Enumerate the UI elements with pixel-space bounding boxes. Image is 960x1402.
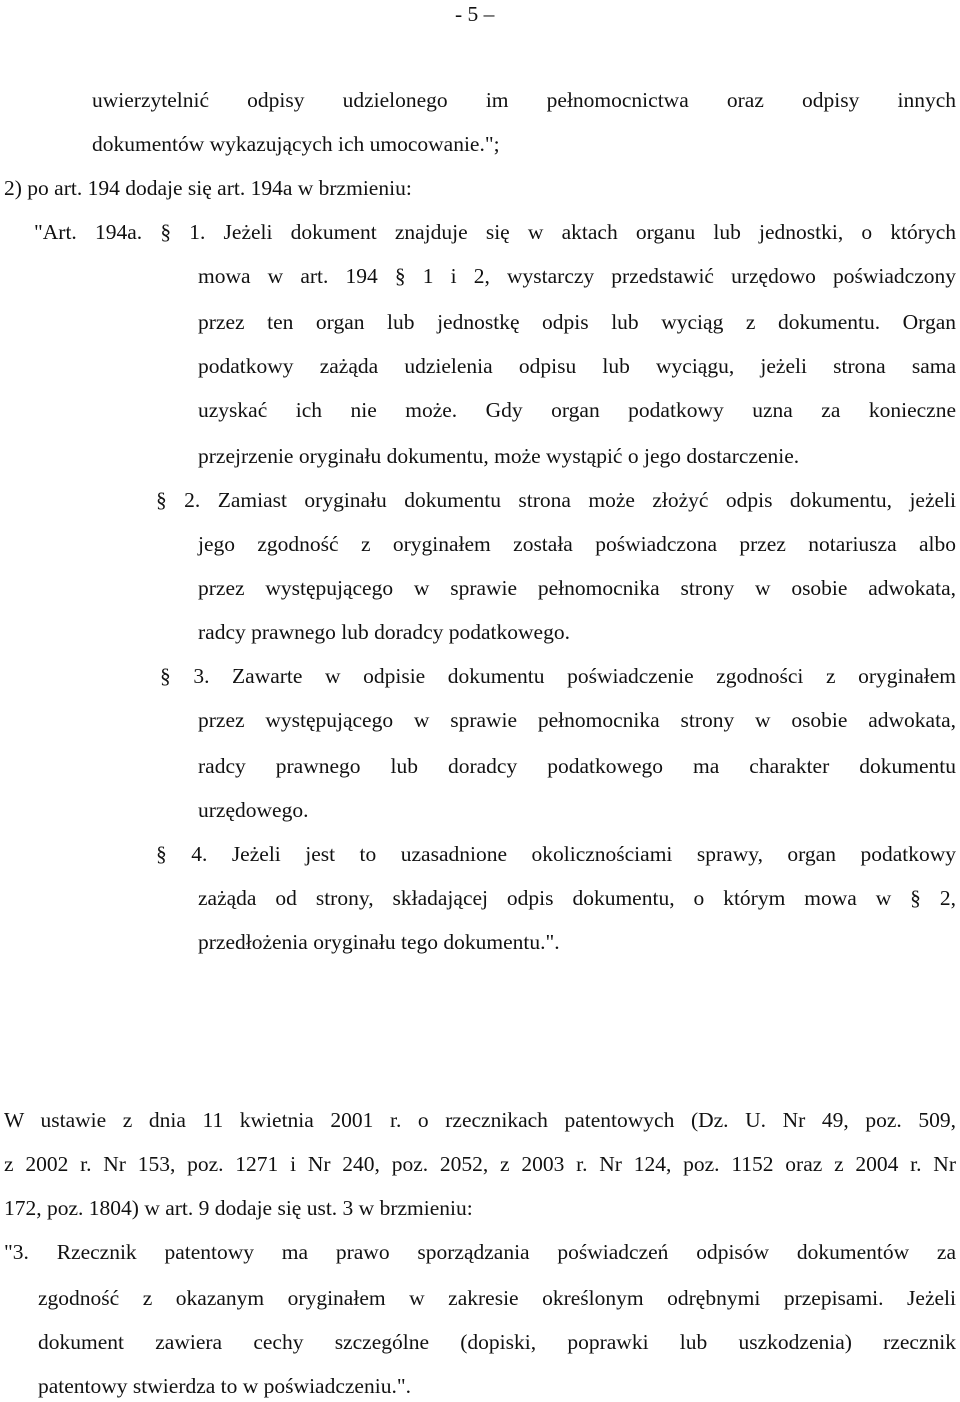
text-line: W ustawie z dnia 11 kwietnia 2001 r. o rzecznikach patentowych (Dz. U. Nr 49, poz. 509, xyxy=(4,1108,956,1132)
page-number: - 5 – xyxy=(455,2,495,26)
text-line: "Art. 194a. § 1. Jeżeli dokument znajduje się w aktach organu lub jednostki, o których xyxy=(34,220,956,244)
text-line: zgodność z okazanym oryginałem w zakresie określonym odrębnymi przepisami. Jeżeli xyxy=(38,1286,956,1310)
text-line: dokument zawiera cechy szczególne (dopiski, poprawki lub uszkodzenia) rzecznik xyxy=(38,1330,956,1354)
text-line: przez ten organ lub jednostkę odpis lub wyciąg z dokumentu. Organ xyxy=(198,310,956,334)
text-line: przejrzenie oryginału dokumentu, może wystąpić o jego dostarczenie. xyxy=(198,444,800,468)
text-line: § 3. Zawarte w odpisie dokumentu poświadczenie zgodności z oryginałem xyxy=(160,664,956,688)
text-line: z 2002 r. Nr 153, poz. 1271 i Nr 240, poz. 2052, z 2003 r. Nr 124, poz. 1152 oraz z 2004 r. Nr xyxy=(4,1152,956,1176)
text-line: podatkowy zażąda udzielenia odpisu lub wyciągu, jeżeli strona sama xyxy=(198,354,956,378)
text-line: przez występującego w sprawie pełnomocnika strony w osobie adwokata, xyxy=(198,576,956,600)
text-line: zażąda od strony, składającej odpis dokumentu, o którym mowa w § 2, xyxy=(198,886,956,910)
text-line: urzędowego. xyxy=(198,798,309,822)
text-line: radcy prawnego lub doradcy podatkowego. xyxy=(198,620,570,644)
text-line: uzyskać ich nie może. Gdy organ podatkowy uzna za konieczne xyxy=(198,398,956,422)
text-line: uwierzytelnić odpisy udzielonego im pełnomocnictwa oraz odpisy innych xyxy=(92,88,956,112)
text-line: patentowy stwierdza to w poświadczeniu.". xyxy=(38,1374,411,1398)
text-line: § 4. Jeżeli jest to uzasadnione okolicznościami sprawy, organ podatkowy xyxy=(156,842,956,866)
text-line: § 2. Zamiast oryginału dokumentu strona może złożyć odpis dokumentu, jeżeli xyxy=(156,488,956,512)
text-line: przedłożenia oryginału tego dokumentu.". xyxy=(198,930,560,954)
text-line: 172, poz. 1804) w art. 9 dodaje się ust. 3 w brzmieniu: xyxy=(4,1196,473,1220)
text-line: "3. Rzecznik patentowy ma prawo sporządzania poświadczeń odpisów dokumentów za xyxy=(4,1240,956,1264)
text-line: 2) po art. 194 dodaje się art. 194a w brzmieniu: xyxy=(4,176,412,200)
text-line: radcy prawnego lub doradcy podatkowego ma charakter dokumentu xyxy=(198,754,956,778)
text-line: mowa w art. 194 § 1 i 2, wystarczy przedstawić urzędowo poświadczony xyxy=(198,264,956,288)
text-line: jego zgodność z oryginałem została poświadczona przez notariusza albo xyxy=(198,532,956,556)
text-line: przez występującego w sprawie pełnomocnika strony w osobie adwokata, xyxy=(198,708,956,732)
text-line: dokumentów wykazujących ich umocowanie."; xyxy=(92,132,500,156)
